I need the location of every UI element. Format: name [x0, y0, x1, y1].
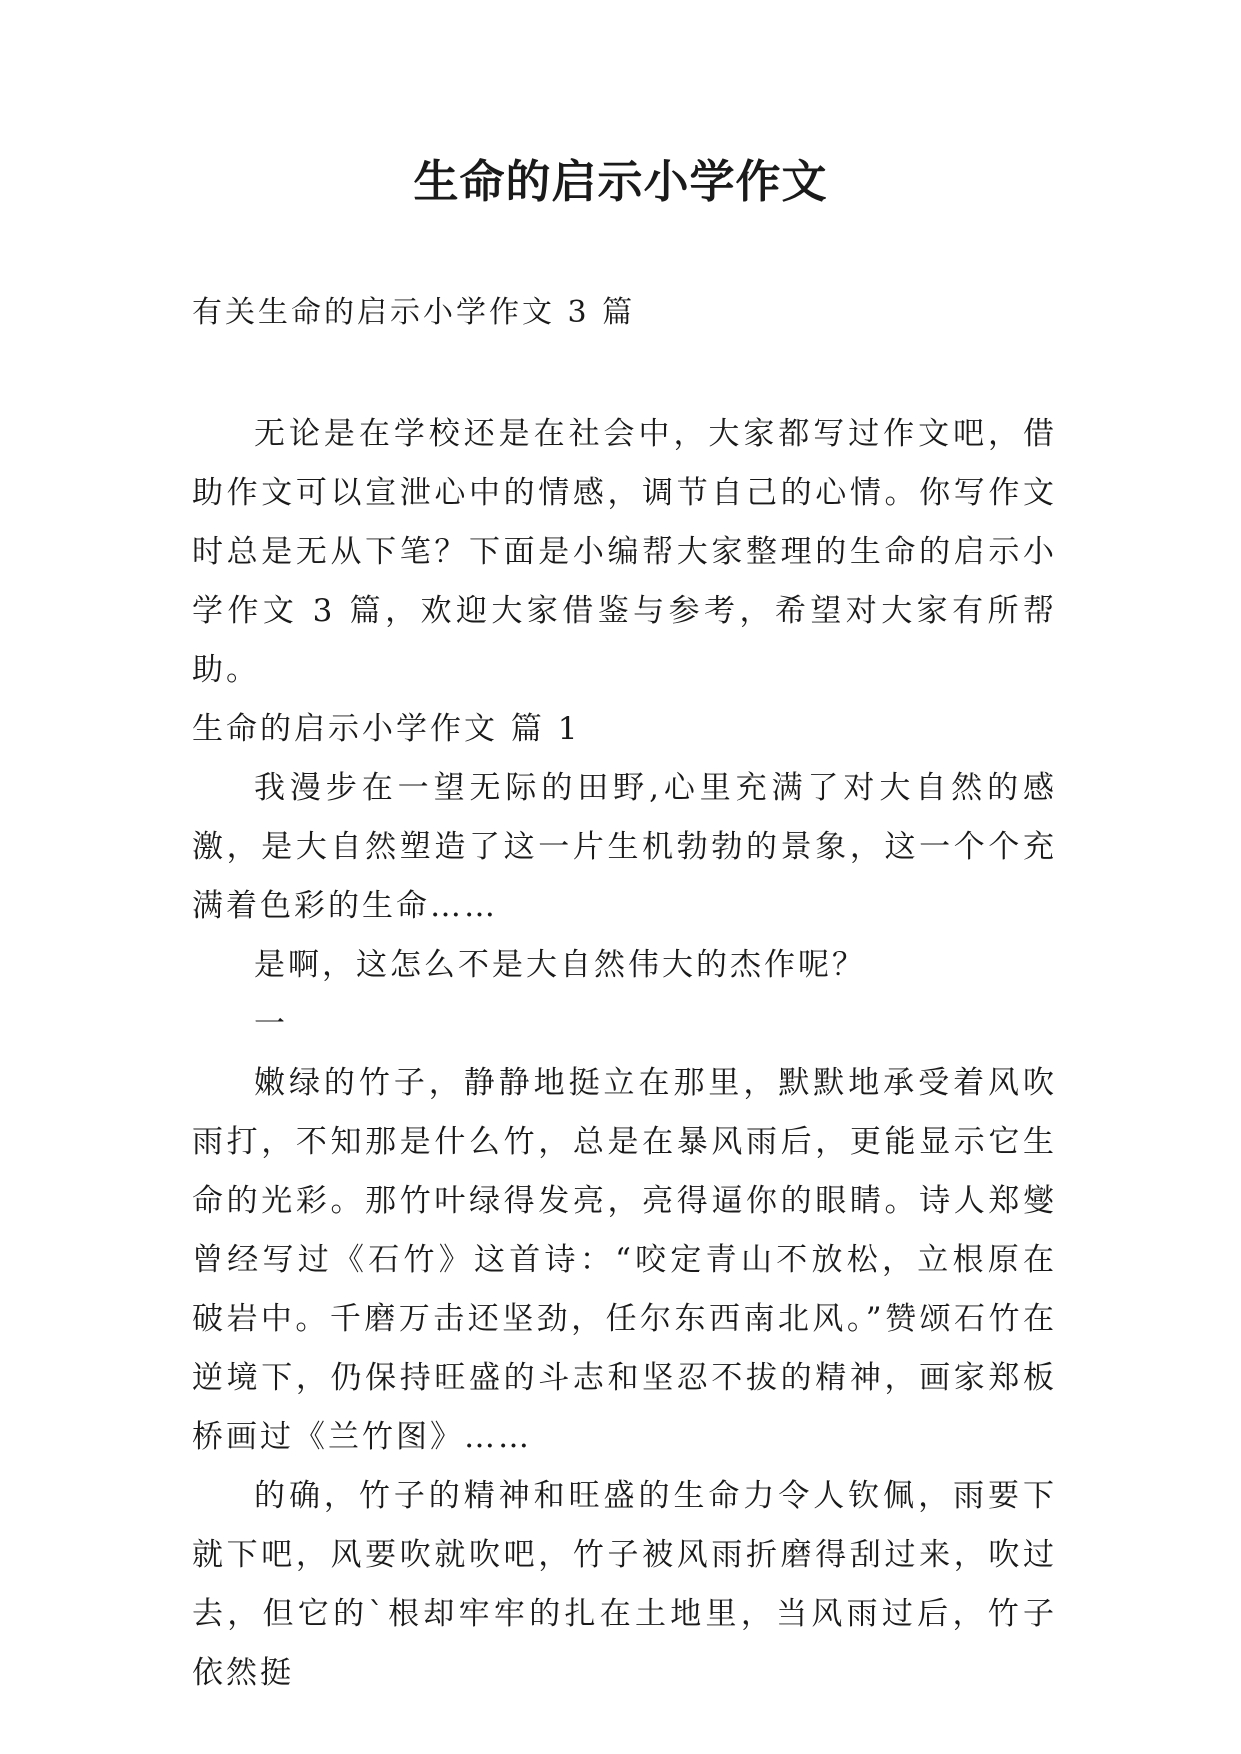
document-subtitle: 有关生命的启示小学作文 3 篇: [192, 295, 636, 330]
section-heading: 生命的启示小学作文 篇 1: [192, 711, 581, 747]
body-paragraph: 的确，竹子的精神和旺盛的生命力令人钦佩，雨要下就下吧，风要吹就吹吧，竹子被风雨折磨得刮过来，吹过去，但它的`根却牢牢的扎在土地里，当风雨过后，竹子依然挺: [192, 1478, 1057, 1691]
document-body: [192, 405, 1057, 1703]
document-title: 生命的启示小学作文: [413, 155, 828, 208]
section-marker: 一: [254, 1006, 288, 1042]
intro-paragraph: 无论是在学校还是在社会中，大家都写过作文吧，借助作文可以宣泄心中的情感，调节自己的心情。你写作文时总是无从下笔？下面是小编帮大家整理的生命的启示小学作文 3 篇，欢迎大家借鉴与参考，希望对大家有所帮助。: [192, 416, 1057, 688]
body-paragraph: 我漫步在一望无际的田野,心里充满了对大自然的感激，是大自然塑造了这一片生机勃勃的景象，这一个个充满着色彩的生命……: [192, 770, 1057, 924]
body-paragraph: 嫩绿的竹子，静静地挺立在那里，默默地承受着风吹雨打，不知那是什么竹，总是在暴风雨后，更能显示它生命的光彩。那竹叶绿得发亮，亮得逼你的眼睛。诗人郑燮曾经写过《石竹》这首诗：“咬定青山不放松，立根原在破岩中。千磨万击还坚劲，任尔东西南北风。”赞颂石竹在逆境下，仍保持旺盛的斗志和坚忍不拔的精神，画家郑板桥画过《兰竹图》……: [192, 1065, 1057, 1455]
body-paragraph: 是啊，这怎么不是大自然伟大的杰作呢？: [254, 947, 866, 983]
